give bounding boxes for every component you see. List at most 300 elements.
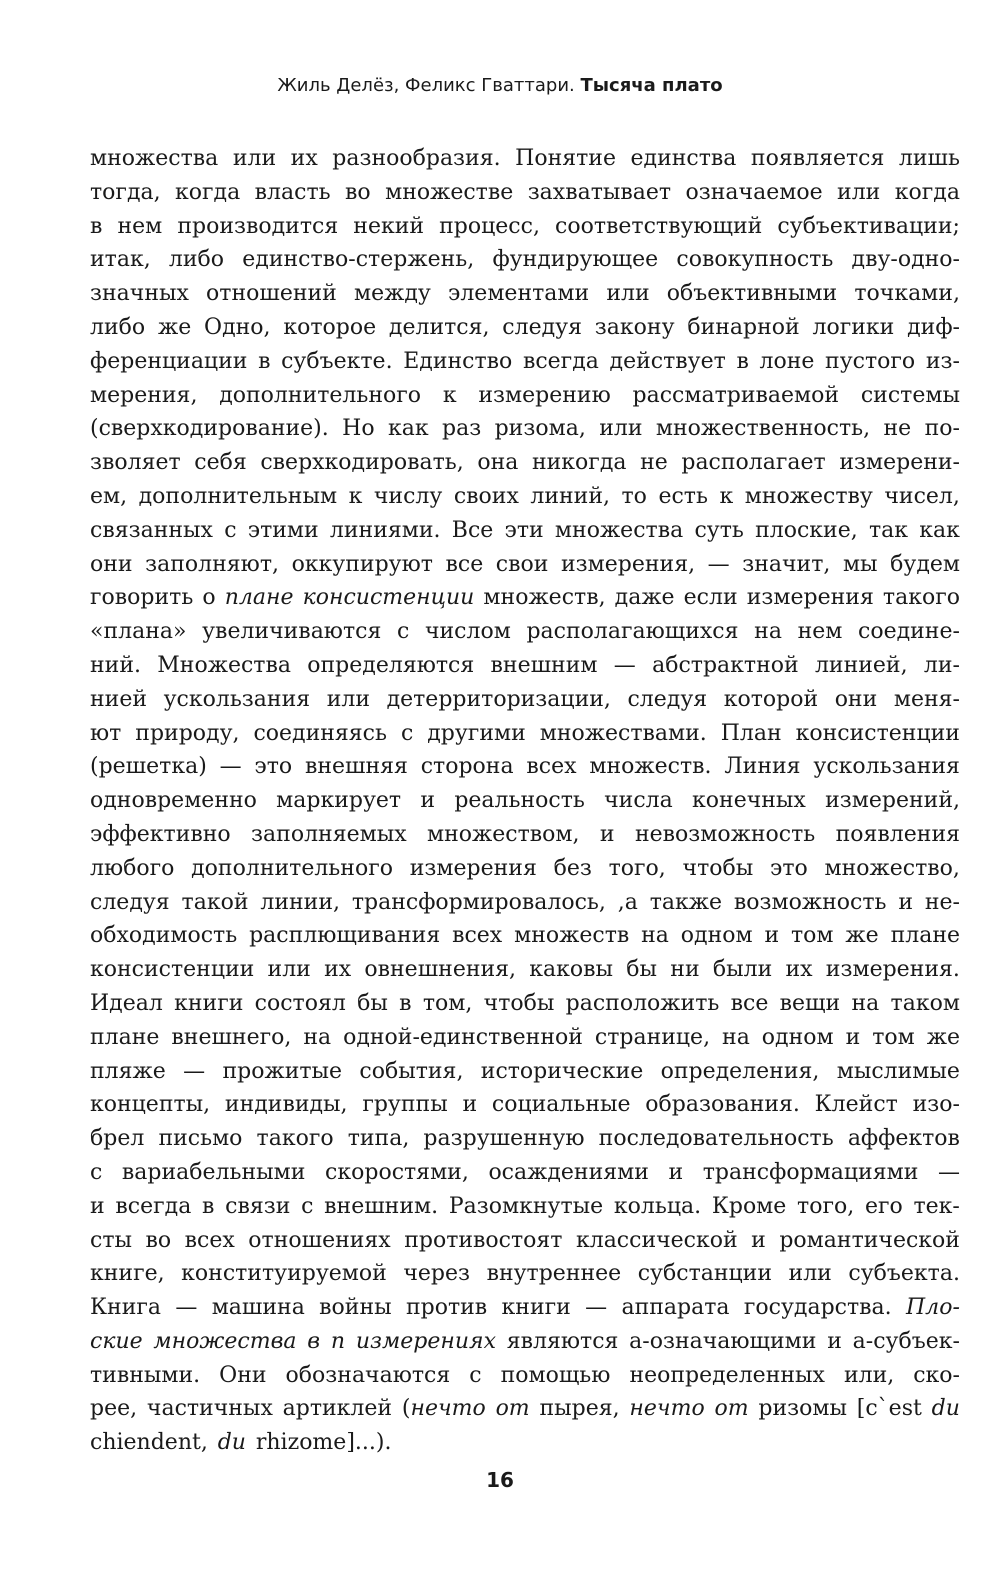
word: в [202, 1193, 215, 1219]
word: к [348, 483, 363, 509]
word: классической [575, 1227, 738, 1253]
word: и [90, 1193, 105, 1219]
text-line [90, 852, 960, 886]
word: их [324, 957, 352, 983]
text-line [90, 311, 960, 345]
text-line [90, 412, 960, 446]
word: в [736, 348, 749, 374]
word: концепты, [90, 1092, 211, 1118]
word: конституируемой [181, 1261, 387, 1287]
word: измерения [746, 585, 874, 611]
word: одновременно [90, 788, 257, 814]
word: это [254, 754, 293, 780]
word: с [400, 720, 414, 746]
word: — [585, 1295, 608, 1321]
word: пустого [825, 348, 916, 374]
word: как [919, 517, 960, 543]
word: нечто [629, 1396, 705, 1422]
word: этими [247, 517, 319, 543]
word: субъекта. [848, 1261, 960, 1287]
text-line [90, 919, 960, 953]
word: индивиды, [224, 1092, 348, 1118]
word: того, [797, 1193, 855, 1219]
word: плане [90, 1024, 160, 1050]
word: другими [427, 720, 526, 746]
word: логики [812, 314, 895, 340]
word: диф- [907, 314, 960, 340]
word: она [477, 450, 519, 476]
word: ризома, [494, 416, 586, 442]
word: в [307, 1328, 321, 1354]
word: захватывает [527, 179, 672, 205]
word: ские [90, 1328, 143, 1354]
word: нией [90, 686, 148, 712]
word: такого [882, 585, 960, 611]
word: в [90, 213, 103, 239]
word: их [785, 957, 813, 983]
word: расплющивания [249, 923, 441, 949]
word: фундирующее [492, 247, 659, 273]
word: разрушенную [423, 1126, 585, 1152]
word: (сверхкодирование). [90, 416, 329, 442]
word: рее, [90, 1396, 138, 1422]
word: пырея, [539, 1396, 620, 1422]
word: никогда [531, 450, 627, 476]
word: все [730, 990, 769, 1016]
word: субъекте. [281, 348, 393, 374]
word: или [599, 416, 643, 442]
word: линиями. [329, 517, 441, 543]
text-line [90, 1122, 960, 1156]
word: соедине- [858, 619, 960, 645]
word: книги [174, 990, 244, 1016]
word: множеству [744, 483, 873, 509]
word: множества [90, 146, 219, 171]
word: определения, [660, 1058, 820, 1084]
word: du [931, 1396, 960, 1422]
word: будем [890, 551, 960, 577]
word: состоял [254, 990, 346, 1016]
word: и [420, 788, 436, 814]
text-line [90, 1359, 960, 1393]
word: маркирует [276, 788, 402, 814]
text-line [90, 1190, 960, 1224]
word: бы [626, 957, 658, 983]
word: одном [761, 1024, 834, 1050]
word: детерриторизации, [386, 686, 611, 712]
word: итак, [90, 247, 151, 273]
word: трансформировалось, [351, 889, 606, 915]
header-book-title: Тысяча плато [580, 75, 723, 96]
word: либо [90, 314, 146, 340]
word: чтобы [483, 990, 555, 1016]
word: являются [506, 1328, 619, 1354]
word: на [303, 1024, 332, 1050]
word: такой [181, 889, 249, 915]
word: свои [495, 551, 549, 577]
word: и [599, 821, 615, 847]
word: отношениях [248, 1227, 391, 1253]
word: которой [723, 686, 819, 712]
word: множеств. [589, 754, 712, 780]
word: процесс, [439, 213, 540, 239]
word: если [683, 585, 738, 611]
word: во [145, 1227, 172, 1253]
word: себя [194, 450, 247, 476]
word: значит, [742, 551, 831, 577]
word: или, [843, 1362, 895, 1388]
text-line [90, 548, 960, 582]
text-line [90, 649, 960, 683]
word: ний. [90, 652, 141, 678]
word: консистенции [795, 720, 960, 746]
word: Все [451, 517, 494, 543]
word: это [770, 855, 808, 881]
word: книги [501, 1295, 571, 1321]
word: множеств [514, 923, 630, 949]
word: и [764, 923, 780, 949]
text-line [90, 1257, 960, 1291]
word: кольца. [613, 1193, 702, 1219]
word: элементами [448, 281, 590, 307]
word: — [613, 652, 636, 678]
word: частичных [146, 1396, 273, 1422]
word: том [791, 923, 834, 949]
word: множество, [824, 855, 960, 881]
word: ют [90, 720, 122, 746]
word: с [224, 517, 237, 543]
word: единство-стержень, [242, 247, 475, 273]
word: образования. [645, 1092, 800, 1118]
word: на [851, 990, 880, 1016]
word: объективными [666, 281, 838, 307]
word: социальные [491, 1092, 631, 1118]
word: обходимость [90, 923, 238, 949]
word: Но [342, 416, 375, 442]
text-line [90, 210, 960, 244]
word: числом [424, 619, 511, 645]
word: внешняя [304, 754, 408, 780]
word: или [788, 1261, 832, 1287]
word: изо- [912, 1092, 960, 1118]
word: консистенции [302, 585, 475, 611]
word: на [641, 923, 669, 949]
word: измерению [478, 382, 611, 408]
word: против [405, 1295, 488, 1321]
word: же [845, 923, 879, 949]
word: тогда, [90, 179, 161, 205]
word: Единство [403, 348, 513, 374]
word: всех [452, 923, 503, 949]
text-line [90, 345, 960, 379]
word: связи [225, 1193, 291, 1219]
word: некий [353, 213, 425, 239]
word: следуя [627, 686, 708, 712]
word: в [399, 990, 412, 1016]
word: du [217, 1430, 246, 1456]
word: сты [90, 1227, 133, 1253]
text-line [90, 243, 960, 277]
running-header [0, 73, 1000, 99]
word: также [649, 889, 722, 915]
text-line [90, 446, 960, 480]
word: типа, [347, 1126, 410, 1152]
word: всегда [115, 1193, 192, 1219]
word: невозможность [634, 821, 816, 847]
word: измерения. [825, 957, 960, 983]
word: и [462, 1092, 478, 1118]
header-authors: Жиль Делёз, Феликс Гваттари. [277, 75, 575, 96]
word: делится, [388, 314, 490, 340]
word: дополнительного [219, 382, 422, 408]
word: значных [90, 281, 189, 307]
word: План [720, 720, 782, 746]
word: противостоят [404, 1227, 563, 1253]
word: ускользания [813, 754, 960, 780]
word: вещи [779, 990, 841, 1016]
word: располагающихся [526, 619, 739, 645]
text-line [90, 683, 960, 717]
word: не- [924, 889, 960, 915]
word: совокупность [676, 247, 834, 273]
word: ,а [617, 889, 638, 915]
word: в [258, 348, 271, 374]
word: пляже [90, 1058, 166, 1084]
word: и [845, 1024, 861, 1050]
word: к [719, 483, 734, 509]
word: Кроме [711, 1193, 787, 1219]
word: от [714, 1396, 749, 1422]
word: ли- [923, 652, 960, 678]
word: странице, [594, 1024, 711, 1050]
word: события, [359, 1058, 464, 1084]
word: возможность [733, 889, 887, 915]
word: Книга [90, 1295, 161, 1321]
word: же [157, 314, 192, 340]
word: или [267, 957, 311, 983]
word: — [175, 1295, 198, 1321]
word: брел [90, 1126, 145, 1152]
word: суть [694, 517, 744, 543]
word: войны [319, 1295, 392, 1321]
word: разнообразия. [332, 146, 501, 171]
word: закону [594, 314, 675, 340]
word: субъективации; [777, 213, 960, 239]
word: абстрактной [652, 652, 799, 678]
word: ускользания [163, 686, 311, 712]
word: эффективно [90, 821, 231, 847]
word: Они [219, 1362, 267, 1388]
text-line [90, 514, 960, 548]
word: с [396, 619, 410, 645]
word: по- [924, 416, 960, 442]
word: — [707, 551, 730, 577]
word: либо [168, 247, 225, 273]
word: единства [630, 146, 737, 171]
word: они [834, 686, 878, 712]
word: лишь [898, 146, 960, 171]
word: Линия [724, 754, 801, 780]
word: мерения, [90, 382, 198, 408]
word: chiendent, [90, 1430, 208, 1456]
text-line [90, 142, 960, 176]
word: мыслимые [836, 1058, 960, 1084]
word: соединяясь [253, 720, 387, 746]
word: (нечто [401, 1396, 486, 1422]
word: «плана» [90, 619, 187, 645]
text-line [90, 1426, 960, 1460]
word: машина [211, 1295, 305, 1321]
word: говорить [90, 585, 194, 611]
word: увеличиваются [202, 619, 382, 645]
word: на [722, 1024, 750, 1050]
text-line [90, 784, 960, 818]
word: романтической [779, 1227, 960, 1253]
word: последовательность [598, 1126, 834, 1152]
word: всех [526, 754, 577, 780]
word: [c`est [856, 1396, 922, 1422]
text-line [90, 176, 960, 210]
word: скоростями, [325, 1159, 469, 1185]
word: консистенции [90, 957, 255, 983]
word: линии, [260, 889, 340, 915]
word: каковы [529, 957, 614, 983]
word: все [445, 551, 484, 577]
word: а-означающими [629, 1328, 817, 1354]
word: измерениях [355, 1328, 496, 1354]
word: конечных [692, 788, 806, 814]
word: так [868, 517, 909, 543]
word: n [330, 1328, 346, 1354]
word: мы [842, 551, 878, 577]
word: внешнего, [171, 1024, 292, 1050]
word: множествами. [539, 720, 707, 746]
page-number: 16 [486, 1468, 514, 1492]
word: которое [283, 314, 377, 340]
word: оккупируют [291, 551, 433, 577]
word: определяются [307, 652, 475, 678]
word: бы [357, 990, 388, 1016]
word: неопределенных [629, 1362, 825, 1388]
word: ско- [913, 1362, 960, 1388]
word: с [301, 1193, 314, 1219]
word: их [290, 146, 318, 171]
word: то [621, 483, 647, 509]
text-line [90, 1392, 960, 1426]
text-line [90, 480, 960, 514]
word: дополнительного [191, 855, 393, 881]
word: реальность [454, 788, 585, 814]
word: природу, [135, 720, 240, 746]
word: его [864, 1193, 903, 1219]
word: книге, [90, 1261, 165, 1287]
word: не [640, 450, 668, 476]
word: же [926, 1024, 960, 1050]
word: — [219, 754, 242, 780]
text-line [90, 1224, 960, 1258]
word: нем [797, 619, 843, 645]
word: внутреннее [486, 1261, 622, 1287]
word: производится [177, 213, 339, 239]
text-line [90, 1088, 960, 1122]
word: чисел, [884, 483, 960, 509]
word: следуя [502, 314, 582, 340]
word: внешним. [324, 1193, 439, 1219]
word: эти [504, 517, 544, 543]
word: своих [453, 483, 519, 509]
word: лоне [759, 348, 815, 374]
word: тек- [913, 1193, 960, 1219]
word: Клейст [814, 1092, 898, 1118]
word: ни [670, 957, 700, 983]
word: а-субъек- [852, 1328, 960, 1354]
word: плане [890, 923, 960, 949]
body-text [90, 142, 960, 1460]
word: множестве [385, 179, 514, 205]
text-line [90, 1055, 960, 1089]
word: ем, [90, 483, 128, 509]
word: внешним [490, 652, 598, 678]
text-line [90, 277, 960, 311]
word: раз [442, 416, 482, 442]
word: rhizome]...). [255, 1430, 392, 1456]
word: числа [604, 788, 673, 814]
word: и [827, 1328, 842, 1354]
word: субстанции [637, 1261, 772, 1287]
text-line [90, 886, 960, 920]
word: без [553, 855, 592, 881]
word: множества [554, 517, 684, 543]
word: сторона [420, 754, 514, 780]
word: — [183, 1058, 206, 1084]
text-line [90, 953, 960, 987]
word: власть [254, 179, 331, 205]
word: Одно, [204, 314, 271, 340]
word: всегда [522, 348, 599, 374]
word: расположить [565, 990, 720, 1016]
word: появления [835, 821, 960, 847]
word: того, [608, 855, 666, 881]
word: такого [256, 1126, 334, 1152]
word: заполняют, [145, 551, 279, 577]
word: множества [153, 1328, 297, 1354]
word: действует [609, 348, 726, 374]
word: или [326, 686, 370, 712]
word: Множества [157, 652, 291, 678]
word: овнешнения, [364, 957, 517, 983]
word: с [469, 1362, 482, 1388]
word: всех [184, 1227, 235, 1253]
text-line [90, 581, 960, 615]
text-line [90, 615, 960, 649]
word: тивными. [90, 1362, 201, 1388]
word: как [387, 416, 429, 442]
word: сверхкодировать, [260, 450, 464, 476]
word: том [872, 1024, 915, 1050]
word: или [606, 281, 650, 307]
word: зволяет [90, 450, 181, 476]
word: измерения [409, 855, 537, 881]
word: бинарной [687, 314, 800, 340]
word: они [90, 551, 133, 577]
word: из- [925, 348, 960, 374]
word: измерений, [825, 788, 960, 814]
word: исторические [480, 1058, 644, 1084]
word: или [232, 146, 277, 171]
word: не [883, 416, 912, 442]
text-line [90, 987, 960, 1021]
word: рассматриваемой [632, 382, 840, 408]
